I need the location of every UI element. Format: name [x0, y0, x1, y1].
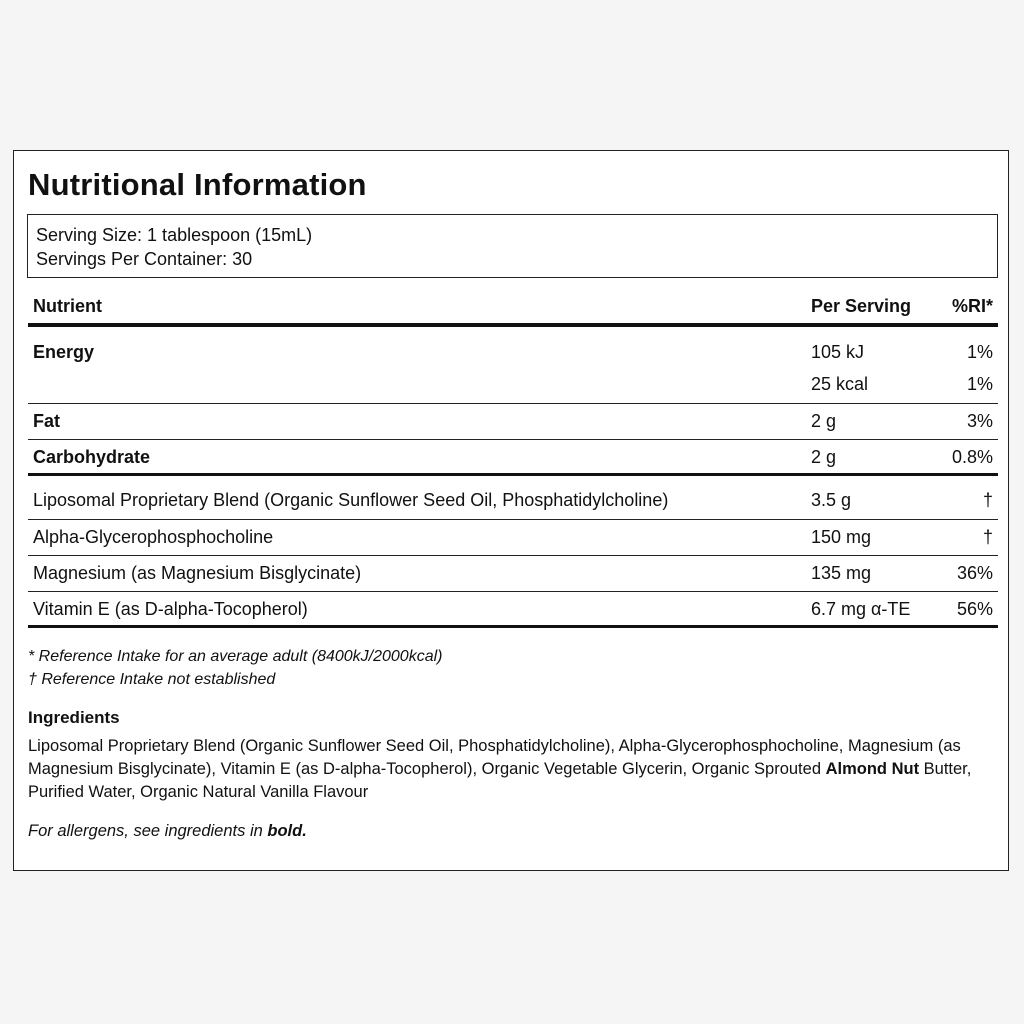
allergen-note-prefix: For allergens, see ingredients in [28, 822, 268, 840]
header-per-serving: Per Serving [811, 296, 912, 316]
per-serving-value: 25 kcal [811, 374, 869, 394]
footnote-ri: * Reference Intake for an average adult (8400kJ/2000kcal) [28, 648, 443, 665]
per-serving-value: 3.5 g [811, 490, 852, 510]
nutrition-panel [13, 150, 1009, 871]
allergen-note [28, 822, 307, 841]
header-nutrient: Nutrient [33, 296, 102, 316]
ri-value: 1% [966, 342, 993, 362]
per-serving-value: 105 kJ [811, 342, 865, 362]
table-row [28, 520, 998, 556]
nutrient-name: Liposomal Proprietary Blend (Organic Sunflower Seed Oil, Phosphatidylcholine) [33, 490, 669, 510]
nutrient-name: Vitamin E (as D-alpha-Tocopherol) [33, 599, 308, 619]
nutrient-name: Fat [33, 411, 60, 431]
table-row [28, 404, 998, 440]
table-row [28, 440, 998, 476]
ingredients-text [28, 735, 998, 804]
servings-per-container: Servings Per Container: 30 [36, 249, 253, 269]
footnotes [28, 645, 442, 691]
per-serving-value: 2 g [811, 411, 837, 431]
ri-value: 36% [956, 563, 993, 583]
allergen-ingredient: Almond Nut [825, 760, 920, 778]
ri-value: 0.8% [951, 447, 993, 467]
ingredients-text-start: Liposomal Proprietary Blend (Organic Sunflower Seed Oil, Phosphatidylcholine), Alpha-Glycerophosphocholine, Magnesium (as Magnesium Bisglycinate), Vitamin E (as D-alpha-Tocopherol), Organic Vegetable Glycerin, Organic Sprouted [28, 737, 961, 778]
table-row [28, 476, 998, 520]
ingredients-text-end: Butter, Purified Water, Organic Natural Vanilla Flavour [28, 760, 972, 801]
per-serving-value: 2 g [811, 447, 837, 467]
ri-value: † [982, 490, 993, 510]
serving-size: Serving Size: 1 tablespoon (15mL) [36, 225, 313, 245]
ri-value: 3% [966, 411, 993, 431]
table-row [28, 592, 998, 628]
serving-info-box [27, 214, 998, 278]
per-serving-value: 6.7 mg α-TE [811, 599, 911, 619]
ri-value: 56% [956, 599, 993, 619]
header-ri: %RI* [951, 296, 993, 316]
footnote-not-established: † Reference Intake not established [28, 671, 276, 688]
nutrient-name: Magnesium (as Magnesium Bisglycinate) [33, 563, 362, 583]
nutrition-table [28, 287, 998, 628]
ri-value: 1% [966, 374, 993, 394]
table-row [28, 556, 998, 592]
table-row-energy-kj [28, 327, 998, 366]
nutrient-name: Carbohydrate [33, 447, 151, 467]
nutrient-name: Energy [33, 342, 95, 362]
nutrient-name: Alpha-Glycerophosphocholine [33, 527, 274, 547]
allergen-note-bold: bold. [267, 822, 307, 840]
panel-title: Nutritional Information [28, 167, 367, 202]
table-row-energy-kcal [28, 366, 998, 404]
table-header [28, 287, 998, 327]
per-serving-value: 150 mg [811, 527, 872, 547]
ri-value: † [982, 527, 993, 547]
ingredients-title: Ingredients [28, 708, 120, 727]
per-serving-value: 135 mg [811, 563, 872, 583]
